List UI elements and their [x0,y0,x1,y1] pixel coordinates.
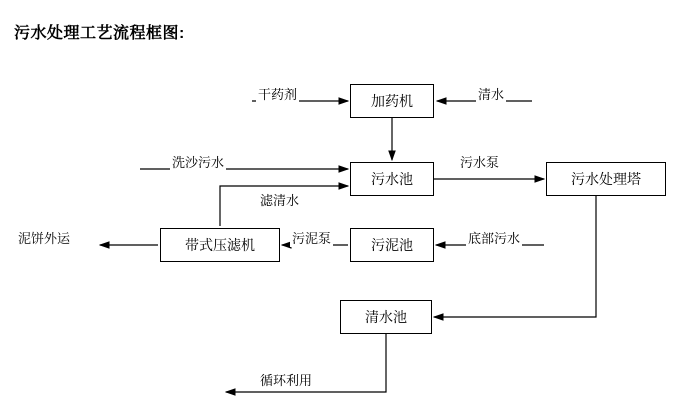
node-label: 清水池 [365,309,407,325]
node-sewage-pool[interactable] [350,162,434,196]
edge-label-recycle-use: 循环利用 [258,370,314,389]
node-label: 污水池 [371,171,413,187]
node-sludge-pool[interactable] [350,228,434,262]
edge-label-clean-water: 清水 [476,84,506,103]
edge-label-bottom-sewage: 底部污水 [466,228,522,247]
page-title: 污水处理工艺流程框图: [14,25,185,42]
edge-label-filtrate-water: 滤清水 [258,190,301,209]
edge-label-mud-cake-transport: 泥饼外运 [16,228,72,247]
node-label: 加药机 [371,93,413,109]
node-clear-water-pool[interactable] [340,300,432,334]
node-belt-filter-press[interactable] [160,228,280,262]
node-sewage-treatment-tower[interactable] [546,162,666,196]
edge-label-sludge-pump: 污泥泵 [290,228,333,247]
edge-label-dry-agent: 干药剂 [256,84,299,103]
node-label: 带式压滤机 [185,237,255,253]
node-dosing-machine[interactable] [350,84,434,118]
node-label: 污水处理塔 [571,171,641,187]
node-label: 污泥池 [371,237,413,253]
edge-label-sewage-pump: 污水泵 [458,152,501,171]
edge-label-sand-washing-sewage: 洗沙污水 [170,152,226,171]
